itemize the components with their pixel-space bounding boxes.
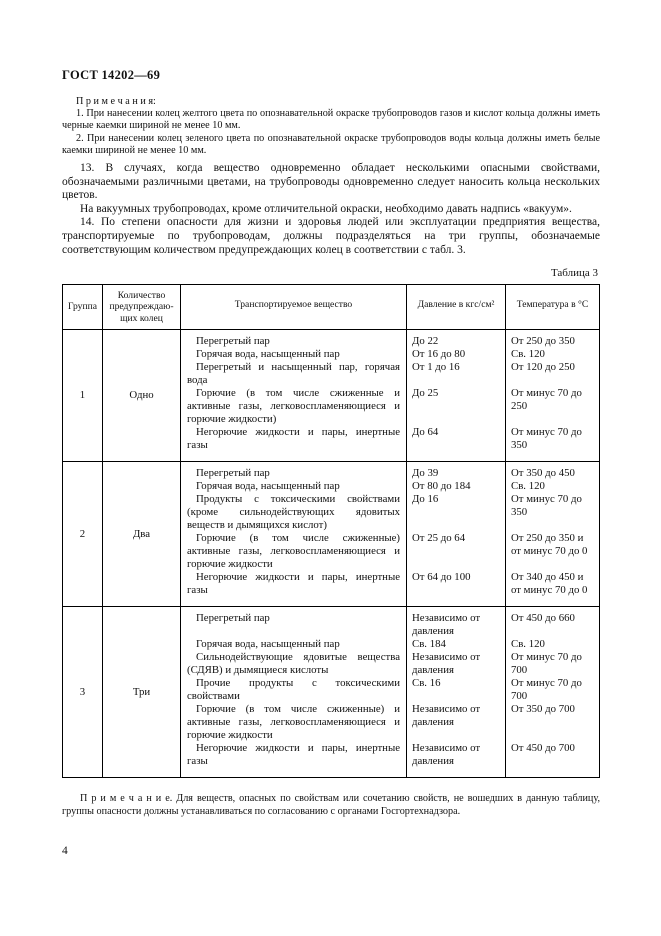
pressure-cell: Независимо от давления	[406, 742, 505, 777]
table-group-row	[63, 606, 599, 777]
table-entry-row	[181, 571, 599, 606]
pressure-cell: От 16 до 80	[406, 348, 505, 361]
temperature-cell: От 250 до 350	[505, 330, 599, 348]
table-header-entry-row	[181, 285, 599, 329]
danger-groups-table	[62, 284, 600, 778]
paragraph-vacuum: На вакуумных трубопроводах, кроме отличительной окраски, необходимо давать надпись «вакуум».	[80, 202, 572, 215]
substance-cell: Горючие (в том числе сжиженные) активные газы, легковоспламеняющиеся и горючие жидкости	[187, 532, 400, 571]
pressure-cell: Св. 16	[406, 677, 505, 703]
pressure-cell: До 39	[406, 462, 505, 480]
table-group-row	[63, 461, 599, 606]
substance-cell: Перегретый и насыщенный пар, горячая вода	[187, 361, 400, 387]
table-entry-row	[181, 387, 599, 426]
substance-cell: Продукты с токсическими свойствами (кроме сильнодействующих ядовитых веществ и дымящихся кислот)	[187, 493, 400, 532]
table-caption: Таблица 3	[550, 267, 598, 280]
notes-block	[62, 96, 600, 157]
doc-number: ГОСТ 14202—69	[62, 68, 161, 82]
temperature-cell: Св. 120	[505, 480, 599, 493]
pressure-cell: До 64	[406, 426, 505, 461]
pressure-cell: От 1 до 16	[406, 361, 505, 387]
table-footnote: П р и м е ч а н и е. Для веществ, опасных по свойствам или сочетанию свойств, не вошедших в данную таблицу, группы опасности должны устанавливаться по согласованию с органами Госгортехнадзора.	[62, 793, 600, 817]
substance-cell: Перегретый пар	[196, 467, 270, 480]
group-entries	[181, 330, 599, 461]
temperature-cell: От 450 до 700	[505, 742, 599, 777]
col-header-substance: Транспортируемое вещество	[234, 299, 353, 311]
ring-count-cell: Три	[103, 607, 181, 777]
substance-cell: Горячая вода, насыщенный пар	[196, 480, 340, 493]
temperature-cell: Св. 120	[505, 348, 599, 361]
substance-cell: Негорючие жидкости и пары, инертные газы	[187, 426, 400, 452]
table-group-row	[63, 329, 599, 461]
col-header-group: Группа	[63, 285, 103, 329]
substance-cell: Негорючие жидкости и пары, инертные газы	[187, 571, 400, 597]
table-entry-row	[181, 462, 599, 480]
table-header-row	[63, 285, 599, 329]
note-item-1: 1. При нанесении колец желтого цвета по опознавательной окраске трубопроводов газов и кислот кольца должны иметь черные каемки шириной не менее 10 мм.	[62, 108, 600, 132]
pressure-cell: Независимо от давления	[406, 651, 505, 677]
pressure-cell: От 25 до 64	[406, 532, 505, 571]
table-entry-row	[181, 480, 599, 493]
temperature-cell: От 250 до 350 и от минус 70 до 0	[505, 532, 599, 571]
substance-cell: Горячая вода, насыщенный пар	[196, 348, 340, 361]
temperature-cell: От 450 до 660	[505, 607, 599, 638]
col-header-temperature: Температура в °С	[505, 285, 599, 329]
notes-heading: П р и м е ч а н и я:	[76, 96, 156, 107]
pressure-cell: До 25	[406, 387, 505, 426]
table-entry-row	[181, 493, 599, 532]
table-entry-row	[181, 361, 599, 387]
pressure-cell: Независимо от давления	[406, 607, 505, 638]
table-entry-row	[181, 607, 599, 638]
paragraph-14: 14. По степени опасности для жизни и здоровья людей или эксплуатации предприятия вещества, транспортируемые по трубопроводам, должны подразделяться на три группы, обозначаемые соответствующим количеством предупреждающих колец в соответствии с табл. 3.	[62, 216, 600, 256]
paragraph-13: 13. В случаях, когда вещество одновременно обладает несколькими опасными свойствами, обозначаемыми различными цветами, на трубопроводы одновременно следует наносить кольца нескольких цветов.	[62, 162, 600, 202]
substance-cell: Перегретый пар	[196, 612, 270, 625]
body-text	[62, 96, 600, 257]
substance-cell: Горючие (в том числе сжиженные) и активные газы, легковоспламеняющиеся и горючие жидкости	[187, 703, 400, 742]
group-number-cell: 2	[63, 462, 103, 606]
table-entry-row	[181, 532, 599, 571]
ring-count-cell: Одно	[103, 330, 181, 461]
temperature-cell: От минус 70 до 700	[505, 651, 599, 677]
pressure-cell: Св. 184	[406, 638, 505, 651]
temperature-cell: От 350 до 700	[505, 703, 599, 742]
temperature-cell: От 350 до 450	[505, 462, 599, 480]
ring-count-cell: Два	[103, 462, 181, 606]
pressure-cell: До 16	[406, 493, 505, 532]
temperature-cell: От 340 до 450 и от минус 70 до 0	[505, 571, 599, 606]
pressure-cell: До 22	[406, 330, 505, 348]
temperature-cell: От минус 70 до 350	[505, 493, 599, 532]
page-number: 4	[62, 845, 68, 857]
table-entry-row	[181, 677, 599, 703]
group-number-cell: 3	[63, 607, 103, 777]
group-entries	[181, 607, 599, 777]
substance-cell: Горючие (в том числе сжиженные и активные газы, легковоспламеняющиеся и горючие жидкости)	[187, 387, 400, 426]
substance-cell: Прочие продукты с токсическими свойствами	[187, 677, 400, 703]
temperature-cell: От минус 70 до 700	[505, 677, 599, 703]
pressure-cell: От 64 до 100	[406, 571, 505, 606]
temperature-cell: От минус 70 до 250	[505, 387, 599, 426]
table-entry-row	[181, 330, 599, 348]
group-number-cell: 1	[63, 330, 103, 461]
pressure-cell: Независимо от давления	[406, 703, 505, 742]
substance-cell: Горячая вода, насыщенный пар	[196, 638, 340, 651]
table-entry-row	[181, 348, 599, 361]
table-entry-row	[181, 651, 599, 677]
substance-cell: Негорючие жидкости и пары, инертные газы	[187, 742, 400, 768]
col-header-pressure: Давление в кгс/см²	[406, 285, 505, 329]
table-entry-row	[181, 703, 599, 742]
temperature-cell: От 120 до 250	[505, 361, 599, 387]
table-entry-row	[181, 426, 599, 461]
substance-cell: Перегретый пар	[196, 335, 270, 348]
table-header-rest	[181, 285, 599, 329]
temperature-cell: От минус 70 до 350	[505, 426, 599, 461]
group-entries	[181, 462, 599, 606]
table-entry-row	[181, 742, 599, 777]
table-entry-row	[181, 638, 599, 651]
pressure-cell: От 80 до 184	[406, 480, 505, 493]
substance-cell: Сильнодействующие ядовитые вещества (СДЯВ) и дымящиеся кислоты	[187, 651, 400, 677]
col-header-ring-count: Количество предупреждающих колец	[103, 285, 181, 329]
note-item-2: 2. При нанесении колец зеленого цвета по опознавательной окраске трубопроводов воды кольца должны иметь белые каемки шириной не менее 10 мм.	[62, 132, 600, 156]
temperature-cell: Св. 120	[505, 638, 599, 651]
